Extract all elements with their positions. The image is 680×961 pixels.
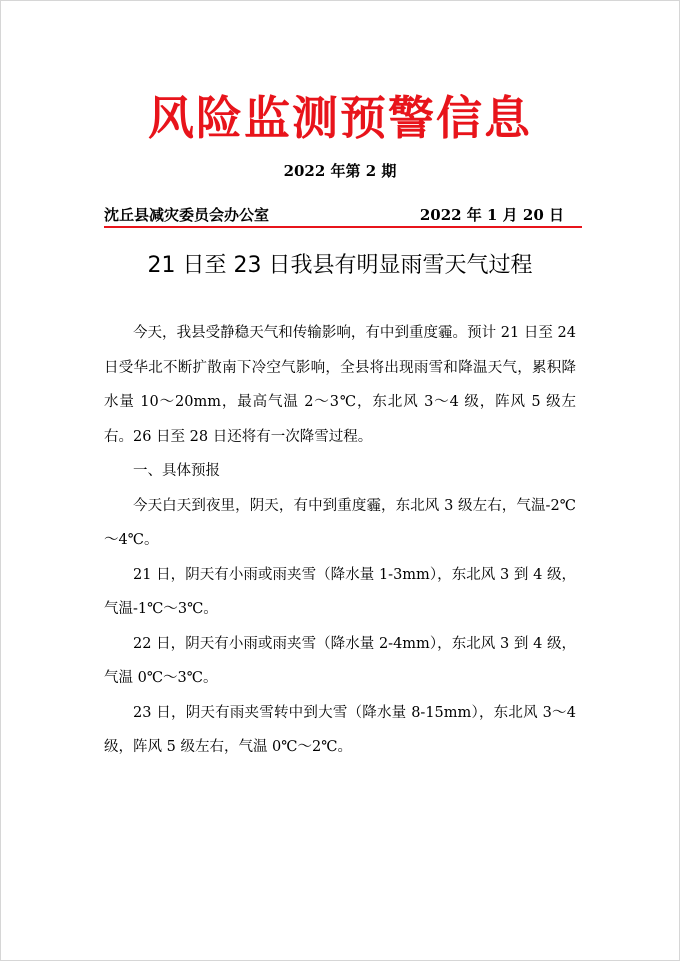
issuer-bar [104, 204, 582, 226]
article-title: 21 日至 23 日我县有明显雨雪天气过程 [147, 253, 533, 278]
issue-date: 2022 年 1 月 20 日 [419, 206, 564, 224]
red-divider-line [104, 226, 582, 228]
intro-paragraph: 今天，我县受静稳天气和传输影响，有中到重度霾。预计 21 日至 24 日受华北不断扩散南下冷空气影响，全县将出现雨雪和降温天气，累积降水量 10～20mm，最高气温 2～3℃，东北风 3～4 级，阵风 5 级左右。26 日至 28 日还将有一次降雪过程。 [104, 325, 576, 445]
section-heading: 一、具体预报 [133, 463, 220, 479]
forecast-23: 23 日，阴天有雨夹雪转中到大雪（降水量 8-15mm），东北风 3～4 级，阵风 5 级左右，气温 0℃～2℃。 [104, 704, 576, 755]
forecast-21: 21 日，阴天有小雨或雨夹雪（降水量 1-3mm），东北风 3 到 4 级，气温-1℃～3℃。 [104, 566, 576, 617]
article-body [104, 316, 576, 765]
forecast-22: 22 日，阴天有小雨或雨夹雪（降水量 2-4mm），东北风 3 到 4 级，气温 0℃～3℃。 [104, 635, 576, 686]
forecast-today: 今天白天到夜里，阴天，有中到重度霾，东北风 3 级左右，气温-2℃～4℃。 [104, 497, 576, 548]
issue-number: 2022 年第 2 期 [283, 162, 397, 180]
issuing-office: 沈丘县减灾委员会办公室 [104, 206, 270, 224]
document-title: 风险监测预警信息 [148, 91, 532, 145]
